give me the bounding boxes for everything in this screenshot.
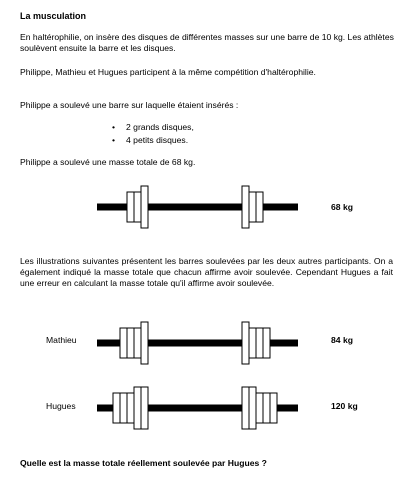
small-disk	[249, 192, 256, 222]
small-disk	[256, 393, 263, 423]
list-item: • 4 petits disques.	[112, 134, 194, 147]
small-disk	[127, 393, 134, 423]
exercise-title: La musculation	[20, 11, 87, 21]
small-disk	[270, 393, 277, 423]
small-disk	[127, 192, 134, 222]
total-mass-mathieu: 84 kg	[331, 335, 353, 345]
large-disk	[141, 186, 148, 228]
small-disk	[256, 328, 263, 358]
large-disk	[141, 387, 148, 429]
small-disk	[263, 393, 270, 423]
small-disk	[263, 328, 270, 358]
philippe-disk-list	[112, 121, 194, 147]
participant-name-hugues: Hugues	[46, 401, 76, 411]
large-disk	[134, 387, 141, 429]
large-disk	[242, 322, 249, 364]
barbell-drawing	[97, 186, 298, 228]
philippe-bar-intro: Philippe a soulevé une barre sur laquelle étaient insérés :	[20, 100, 239, 110]
participant-name-mathieu: Mathieu	[46, 335, 77, 345]
participants-paragraph: Philippe, Mathieu et Hugues participent à la même compétition d'haltérophilie.	[20, 67, 316, 77]
small-disk	[134, 192, 141, 222]
small-disk	[113, 393, 120, 423]
large-disk	[242, 387, 249, 429]
small-disk	[249, 328, 256, 358]
large-disk	[242, 186, 249, 228]
total-mass-hugues: 120 kg	[331, 401, 358, 411]
large-disk	[249, 387, 256, 429]
barbell-drawing	[97, 322, 298, 364]
small-disk	[127, 328, 134, 358]
total-mass-philippe: 68 kg	[331, 202, 353, 212]
question: Quelle est la masse totale réellement soulevée par Hugues ?	[20, 458, 267, 468]
small-disk	[120, 393, 127, 423]
barbell-drawing	[97, 387, 298, 429]
large-disk	[141, 322, 148, 364]
intro-paragraph: En haltérophilie, on insère des disques de différentes masses sur une barre de 10 kg. Les athlètes soulèvent ensuite la barre et les disques.	[20, 32, 394, 53]
small-disk	[256, 192, 263, 222]
philippe-total-paragraph: Philippe a soulevé une masse totale de 68 kg.	[20, 157, 196, 167]
small-disk	[120, 328, 127, 358]
list-item: • 2 grands disques,	[112, 121, 194, 134]
illustrations-paragraph: Les illustrations suivantes présentent les barres soulevées par les deux autres participants. On a également indiqué la masse totale que chacun affirme avoir soulevée. Cependant Hugues a fait une erreur en calculant la masse totale qu'il affirme avoir soulevée.	[20, 256, 393, 288]
small-disk	[134, 328, 141, 358]
